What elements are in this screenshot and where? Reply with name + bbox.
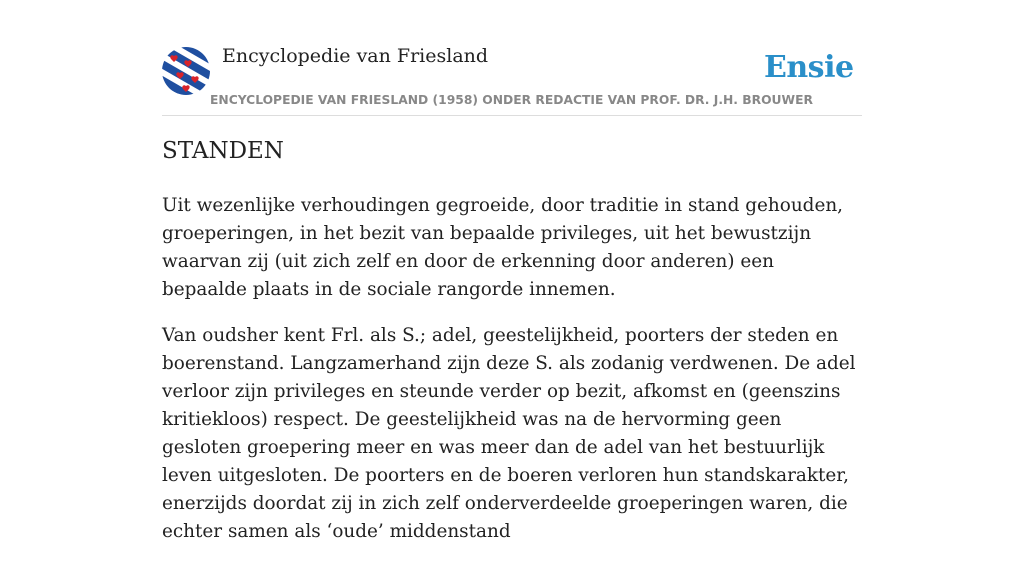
friesland-flag-logo-icon[interactable] [162, 47, 210, 95]
header-divider [162, 115, 862, 116]
article-title: STANDEN [162, 138, 284, 164]
publication-subtitle: ENCYCLOPEDIE VAN FRIESLAND (1958) ONDER REDACTIE VAN PROF. DR. J.H. BROUWER [210, 93, 813, 107]
article-paragraph: Uit wezenlijke verhoudingen gegroeide, door traditie in stand gehouden, groeperingen, in het bezit van bepaalde privileges, uit het bewustzijn waarvan zij (uit zich zelf en door de erkenning door anderen) een bepaalde plaats in de sociale rangorde innemen. [162, 195, 844, 300]
ensie-brand-logo[interactable]: Ensie [764, 50, 854, 85]
article-body [162, 192, 864, 564]
publication-title[interactable]: Encyclopedie van Friesland [222, 45, 489, 67]
article-paragraph: Van oudsher kent Frl. als S.; adel, geestelijkheid, poorters der steden en boerenstand. Langzamerhand zijn deze S. als zodanig verdwenen. De adel verloor zijn privileges en steunde verder op bezit, afkomst en (geenszins kritiekloos) respect. De geestelijkheid was na de hervorming geen gesloten groepering meer en was meer dan de adel van het bestuurlijk leven uitgesloten. De poorters en de boeren verloren hun standskarakter, enerzijds doordat zij in zich zelf onderverdeelde groeperingen waren, die echter samen als ‘oude’ middenstand [162, 325, 856, 542]
